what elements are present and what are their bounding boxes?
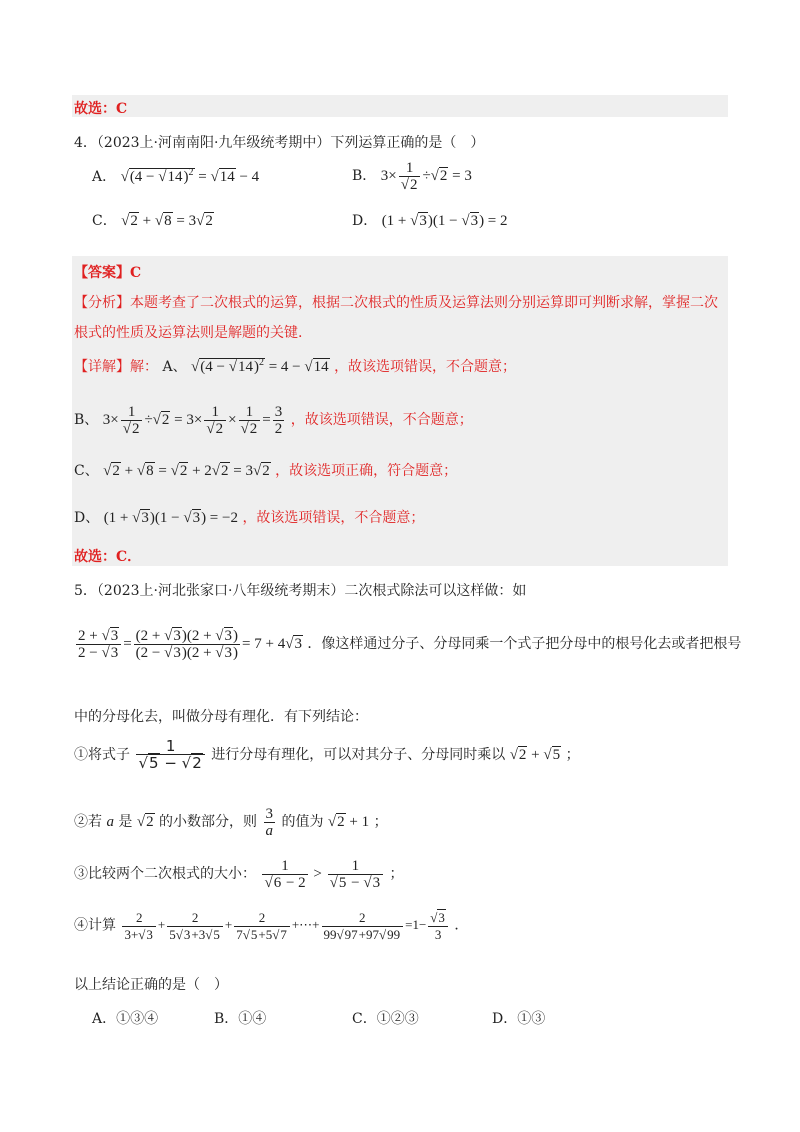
q4-analysis-line2: 根式的性质及运算法则是解题的关键.	[74, 325, 303, 341]
conclusion-expr: $\frac{1}{√6 - 2}$ > $\frac{1}{√5 - √3}$	[260, 866, 385, 882]
q4-detail-c	[74, 460, 457, 480]
q4-final: 故选：C．	[74, 549, 142, 565]
conclusion-text: ②若	[74, 813, 102, 830]
var-a: a	[106, 813, 114, 830]
detail-expr: (1 + √3)(1 − √3) = −2	[103, 510, 238, 526]
detail-head: 【详解】解：	[74, 359, 158, 375]
conclusion-end: ；	[565, 747, 580, 763]
q4-answer: 【答案】C	[74, 265, 142, 281]
q3-answer-band	[72, 95, 728, 117]
detail-note: ，故该选项错误，不合题意；	[334, 359, 517, 375]
conclusion-text: ④计算	[74, 917, 116, 934]
detail-tag: B、	[74, 411, 99, 428]
detail-tag: D、	[74, 510, 100, 526]
q4-option-c[interactable]	[92, 210, 214, 230]
value-expr: √2 + 1	[327, 813, 370, 830]
q4-option-d[interactable]	[352, 210, 508, 230]
q5-conclusion-1	[74, 738, 580, 771]
q5-choice-b[interactable]: B．①④	[214, 1011, 267, 1027]
conclusion-end: ．	[454, 917, 469, 934]
conclusion-end: ；	[373, 813, 388, 830]
option-expr: √2 + √8 = 3√2	[121, 213, 213, 229]
q4-detail-a	[74, 356, 516, 376]
conclusion-expr: $\frac{2}{3+√3}$ + $\frac{2}{5√3+3√5}$ + $\frac{2}{7√5+5√7}$ +⋯+ $\frac{2}{99√97+97√99}$ =1− $\frac{√3}{3}$	[120, 917, 449, 932]
option-expr: 3× $\frac{1}{√2}$ ÷√2 = 3	[380, 160, 472, 193]
conclusion-text: 的小数部分，则	[159, 813, 258, 830]
option-expr: (1 + √3)(1 − √3) = 2	[381, 213, 508, 229]
q4-analysis-line1: 【分析】本题考查了二次根式的运算，根据二次根式的性质及运算法则分别运算即可判断求解，掌握二次	[74, 295, 718, 311]
detail-tag: C、	[74, 463, 99, 479]
detail-note: ，故该选项错误，不合题意；	[242, 510, 425, 526]
detail-note: ，故该选项错误，不合题意；	[290, 411, 473, 428]
q5-example-line2: 中的分母化去，叫做分母有理化．有下列结论：	[74, 709, 368, 725]
q4-option-a[interactable]	[92, 166, 259, 186]
conclusion-mult: √2 + √5	[509, 747, 561, 763]
conclusion-text: 进行分母有理化，可以对其分子、分母同时乘以	[211, 747, 506, 763]
q4-detail-b	[74, 404, 473, 437]
q5-question: 以上结论正确的是（ ）	[74, 977, 228, 993]
option-label: B．	[352, 167, 377, 184]
q4-detail-d	[74, 507, 424, 527]
detail-tag: A、	[162, 359, 187, 375]
conclusion-text: 的值为	[281, 813, 324, 830]
conclusion-expr: $\frac{1}{√5 - √2}$	[134, 745, 206, 763]
detail-expr: $√(4 - √14)^2 = 4 - √14$	[191, 357, 329, 375]
q3-final-answer: 故选：C	[74, 101, 128, 117]
conclusion-text: 是	[118, 813, 133, 830]
q5-conclusion-2	[74, 806, 388, 839]
detail-note: ，故该选项正确，符合题意；	[275, 463, 458, 479]
q4-stem: 4．（2023上·河南南阳·九年级统考期中）下列运算正确的是（ ）	[74, 135, 485, 151]
option-label: D．	[352, 213, 378, 229]
detail-expr: √2 + √8 = √2 + 2√2 = 3√2	[103, 463, 270, 479]
q5-choice-c[interactable]: C．①②③	[352, 1011, 419, 1027]
q5-conclusion-3	[74, 858, 404, 891]
q5-stem: 5．（2023上·河北张家口·八年级统考期末）二次根式除法可以这样做：如	[74, 583, 527, 599]
option-label: C．	[92, 213, 117, 229]
example-expr: $\frac{2 + √3}{2 - √3}$ = $\frac{(2 + √3)(2 + √3)}{(2 - √3)(2 + √3)}$ = 7 + 4√3	[78, 628, 302, 661]
q5-choice-d[interactable]: D．①③	[492, 1011, 546, 1027]
example-text: ．像这样通过分子、分母同乘一个式子把分母中的根号化去或者把根号	[307, 635, 742, 652]
conclusion-end: ；	[389, 865, 404, 882]
conclusion-text: ①将式子	[74, 747, 130, 763]
q4-option-b[interactable]	[352, 160, 472, 193]
option-label: A．	[92, 169, 117, 185]
option-expr: $√(4 - √14)^2 = √14 - 4$	[120, 167, 260, 185]
detail-expr: 3× $\frac{1}{√2}$ ÷√2 = 3× $\frac{1}{√2}$ × $\frac{1}{√2}$ = $\frac{3}{2}$	[102, 404, 283, 437]
frac-3-a: $\frac{3}{a}$	[265, 806, 273, 839]
q5-conclusion-4	[74, 910, 468, 943]
q5-choice-a[interactable]: A．①③④	[92, 1011, 159, 1027]
q5-example	[74, 628, 741, 661]
conclusion-text: ③比较两个二次根式的大小：	[74, 865, 256, 882]
sqrt-2: √2	[136, 813, 154, 830]
